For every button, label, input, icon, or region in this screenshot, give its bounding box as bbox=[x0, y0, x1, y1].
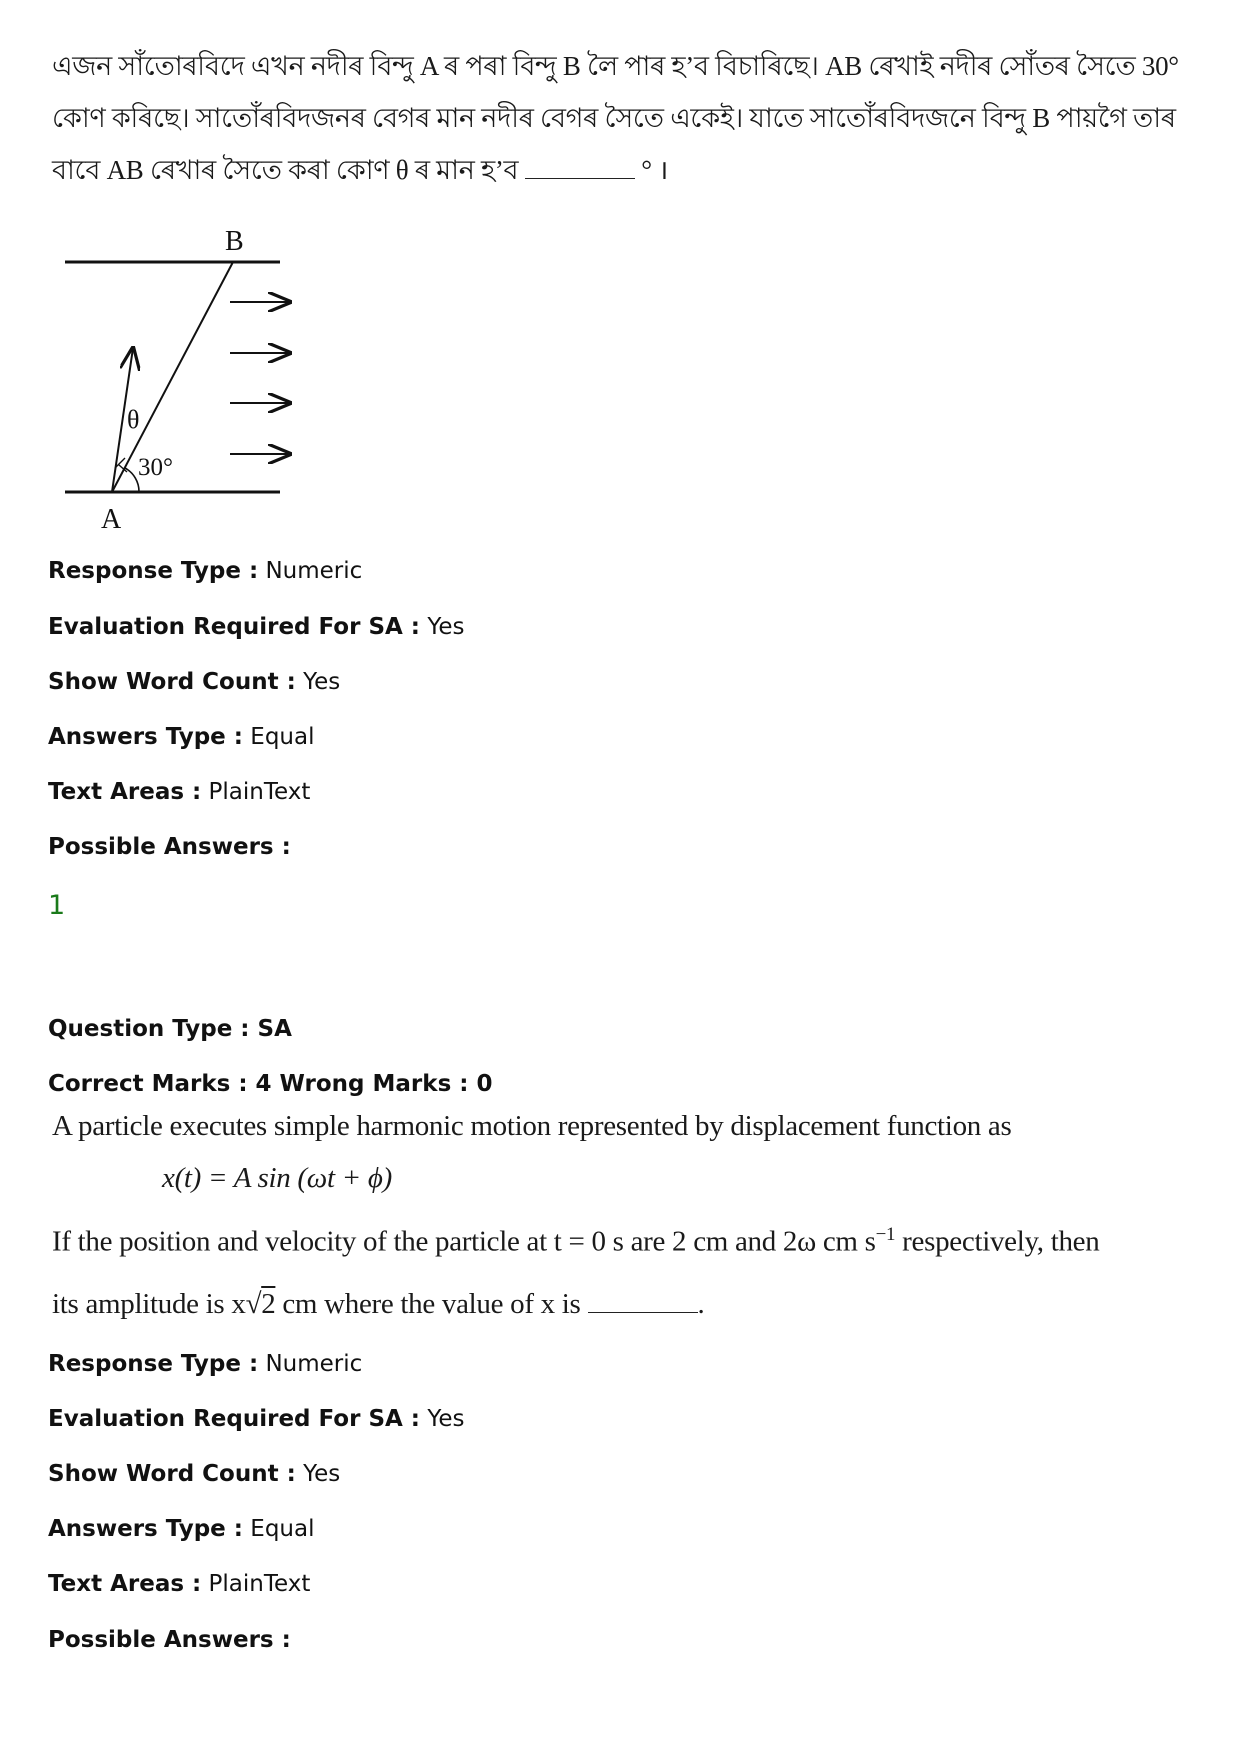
evaluation-required-value: Yes bbox=[427, 614, 465, 640]
response-type-value: Numeric bbox=[265, 558, 363, 584]
question-2-line-3a: If the position and velocity of the particle at t = 0 s are 2 cm and 2ω cm s bbox=[52, 1225, 876, 1258]
river-crossing-diagram bbox=[55, 220, 315, 540]
label-theta: θ bbox=[127, 405, 140, 434]
response-type-label: Response Type : bbox=[48, 558, 259, 584]
answer-blank-2 bbox=[588, 1288, 698, 1313]
label-30-degree: 30° bbox=[138, 454, 173, 481]
text-areas bbox=[48, 777, 310, 807]
response-type-2 bbox=[48, 1349, 362, 1379]
evaluation-required-value-2: Yes bbox=[427, 1406, 465, 1432]
question-1-line-1: এজন সাঁতোৰবিদে এখন নদীৰ বিন্দু A ৰ পৰা বিন্দু B লৈ পাৰ হ’ব বিচাৰিছে। AB ৰেখাই নদীৰ সোঁতৰ সৈতে 30° bbox=[52, 51, 1179, 81]
marks bbox=[48, 1069, 492, 1099]
text-areas-value-2: PlainText bbox=[208, 1571, 311, 1597]
answers-type bbox=[48, 722, 315, 752]
possible-answers-2 bbox=[48, 1625, 291, 1655]
show-word-count-value-2: Yes bbox=[303, 1461, 341, 1487]
answers-type-2 bbox=[48, 1514, 315, 1544]
answers-type-value: Equal bbox=[250, 724, 315, 750]
show-word-count-2 bbox=[48, 1459, 340, 1489]
answer-blank bbox=[525, 154, 635, 179]
text-areas-value: PlainText bbox=[208, 779, 311, 805]
question-2-exponent: −1 bbox=[875, 1224, 896, 1245]
possible-answers bbox=[48, 832, 291, 862]
evaluation-required-2 bbox=[48, 1404, 464, 1434]
marks-text: Correct Marks : 4 Wrong Marks : 0 bbox=[48, 1071, 493, 1097]
question-2-line-3b: respectively, then bbox=[895, 1225, 1100, 1258]
label-b: B bbox=[225, 226, 244, 257]
response-type-label-2: Response Type : bbox=[48, 1351, 259, 1377]
question-1-line-3 bbox=[52, 144, 952, 196]
question-2-line-4a: its amplitude is x√ bbox=[52, 1288, 262, 1320]
question-2-line-4d: . bbox=[697, 1288, 705, 1320]
question-2-line-3 bbox=[52, 1224, 1099, 1259]
answers-type-value-2: Equal bbox=[250, 1516, 315, 1542]
possible-answers-label: Possible Answers : bbox=[48, 834, 291, 860]
question-1-line-3-text: বাবে AB ৰেখাৰ সৈতে কৰা কোণ θ ৰ মান হ’ব bbox=[52, 155, 519, 185]
question-1-text bbox=[52, 40, 1179, 196]
show-word-count-label-2: Show Word Count : bbox=[48, 1461, 296, 1487]
question-1-line-2: কোণ কৰিছে। সাতোঁৰবিদজনৰ বেগৰ মান নদীৰ বেগৰ সৈতে একেই। যাতে সাতোঁৰবিদজনে বিন্দু B পায়গৈ তাৰ bbox=[52, 103, 1176, 133]
question-2-line-4 bbox=[52, 1288, 704, 1321]
show-word-count-value: Yes bbox=[303, 669, 341, 695]
show-word-count bbox=[48, 667, 340, 697]
question-2-sqrt-arg: 2 bbox=[261, 1288, 276, 1320]
question-2-line-4c: cm where the value of x is bbox=[275, 1288, 581, 1320]
question-type-text: Question Type : SA bbox=[48, 1016, 292, 1042]
possible-answers-label-2: Possible Answers : bbox=[48, 1627, 291, 1653]
response-type bbox=[48, 556, 362, 586]
question-type bbox=[48, 1014, 292, 1044]
evaluation-required-label: Evaluation Required For SA : bbox=[48, 614, 421, 640]
response-type-value-2: Numeric bbox=[265, 1351, 363, 1377]
show-word-count-label: Show Word Count : bbox=[48, 669, 296, 695]
evaluation-required-label-2: Evaluation Required For SA : bbox=[48, 1406, 421, 1432]
text-areas-label-2: Text Areas : bbox=[48, 1571, 202, 1597]
label-a: A bbox=[101, 504, 122, 535]
question-2-line-1: A particle executes simple harmonic motion represented by displacement function as bbox=[52, 1110, 1012, 1142]
answers-type-label: Answers Type : bbox=[48, 724, 243, 750]
text-areas-label: Text Areas : bbox=[48, 779, 202, 805]
evaluation-required bbox=[48, 612, 464, 642]
question-1-tail: ° । bbox=[641, 155, 669, 185]
answers-type-label-2: Answers Type : bbox=[48, 1516, 243, 1542]
question-2-equation: x(t) = A sin (ωt + ϕ) bbox=[162, 1162, 392, 1194]
text-areas-2 bbox=[48, 1569, 310, 1599]
possible-answer-value: 1 bbox=[48, 890, 66, 921]
